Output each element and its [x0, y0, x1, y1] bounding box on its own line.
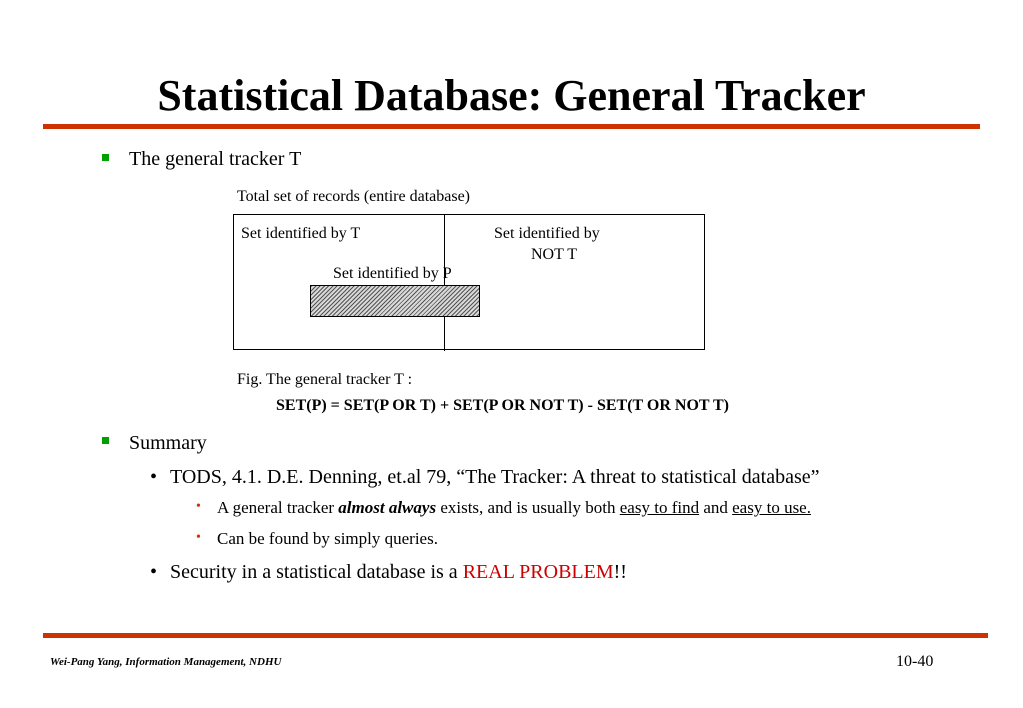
figure-total-label: Total set of records (entire database)	[237, 188, 470, 205]
set-not-t-label-line1: Set identified by	[494, 225, 600, 242]
round-bullet-icon: •	[150, 561, 158, 583]
summary-sub-tracker-exists	[217, 497, 811, 519]
summary-heading: Summary	[129, 432, 207, 454]
sub1-underline-easy-find: easy to find	[619, 498, 700, 517]
footer-divider	[43, 633, 988, 638]
footer-author: Wei-Pang Yang, Information Management, NDHU	[50, 656, 282, 668]
security-text-b: !!	[613, 561, 627, 583]
security-text-a: Security in a statistical database is a	[170, 561, 463, 583]
set-t-label: Set identified by T	[241, 225, 361, 242]
real-problem-highlight: REAL PROBLEM	[462, 561, 614, 583]
small-bullet-icon: •	[196, 530, 201, 545]
figure-caption: Fig. The general tracker T :	[237, 371, 413, 388]
set-p-hatched-rect	[310, 285, 480, 317]
set-not-t-label-line2: NOT T	[531, 246, 578, 263]
small-bullet-icon: •	[196, 499, 201, 514]
square-bullet-icon	[102, 154, 109, 161]
round-bullet-icon: •	[150, 466, 158, 488]
sub1-text-a: A general tracker	[217, 498, 339, 517]
page-number: 10-40	[896, 653, 934, 670]
sub1-text-b: exists, and is usually both	[436, 498, 620, 517]
slide-title: Statistical Database: General Tracker	[157, 71, 866, 120]
summary-sub-simple-queries: Can be found by simply queries.	[217, 529, 438, 548]
sub1-emphasis: almost always	[338, 498, 437, 517]
set-p-label: Set identified by P	[333, 265, 452, 282]
sub1-text-c: and	[699, 498, 733, 517]
sub1-underline-easy-use: easy to use.	[732, 498, 811, 517]
bullet-general-tracker: The general tracker T	[129, 148, 302, 170]
tracker-formula: SET(P) = SET(P OR T) + SET(P OR NOT T) - SET(T OR NOT T)	[276, 397, 730, 414]
summary-item-security	[170, 560, 627, 584]
title-divider	[43, 124, 980, 129]
square-bullet-icon	[102, 437, 109, 444]
summary-item-reference: TODS, 4.1. D.E. Denning, et.al 79, “The Tracker: A threat to statistical database”	[170, 466, 820, 488]
